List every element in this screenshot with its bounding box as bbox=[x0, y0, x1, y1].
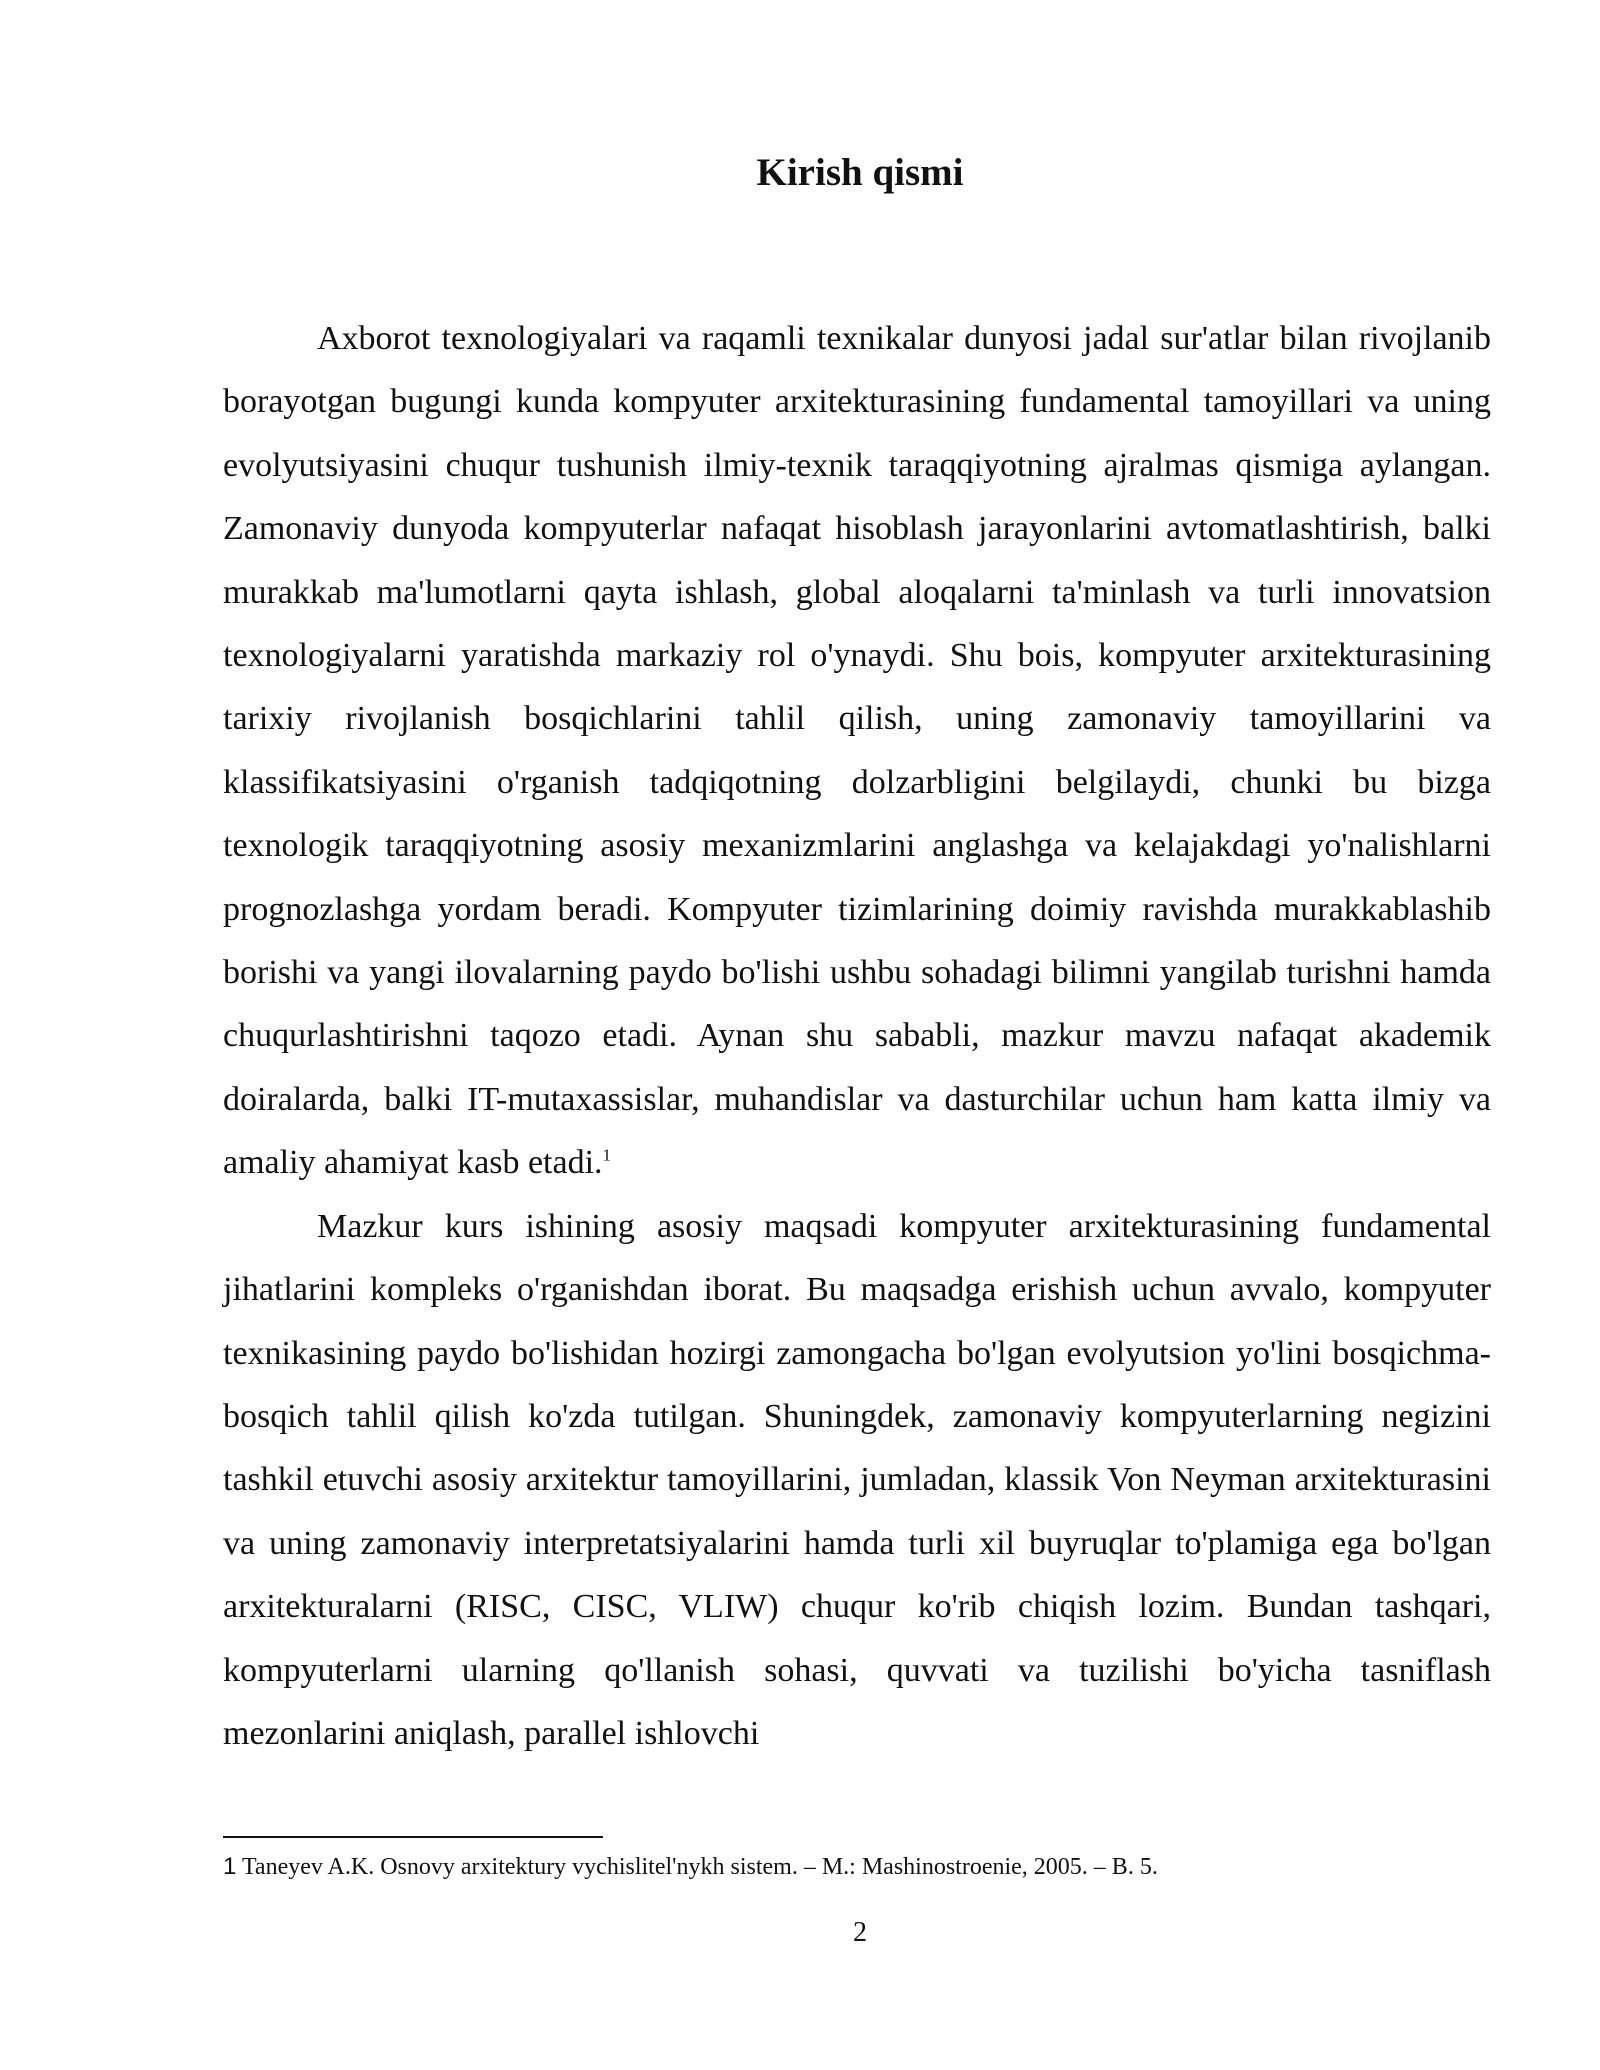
page-title: Kirish qismi bbox=[756, 151, 964, 194]
footnote-reference: 1 bbox=[602, 1145, 612, 1165]
body-text bbox=[223, 307, 1491, 1765]
footnote-separator bbox=[223, 1836, 603, 1838]
paragraph-1 bbox=[223, 307, 1491, 1195]
paragraph-1-text: Axborot texnologiyalari va raqamli texnikalar dunyosi jadal sur'atlar bilan rivojlanib borayotgan bugungi kunda kompyuter arxitekturasining fundamental tamoyillari va uning evolyutsiyasini chuqur tushunish ilmiy-texnik taraqqiyotning ajralmas qismiga aylangan. Zamonaviy dunyoda kompyuterlar nafaqat hisoblash jarayonlarini avtomatlashtirish, balki murakkab ma'lumotlarni qayta ishlash, global aloqalarni ta'minlash va turli innovatsion texnologiyalarni yaratishda markaziy rol o'ynaydi. Shu bois, kompyuter arxitekturasining tarixiy rivojlanish bosqichlarini tahlil qilish, uning zamonaviy tamoyillarini va klassifikatsiyasini o'rganish tadqiqotning dolzarbligini belgilaydi, chunki bu bizga texnologik taraqqiyotning asosiy mexanizmlarini anglashga va kelajakdagi yo'nalishlarni prognozlashga yordam beradi. Kompyuter tizimlarining doimiy ravishda murakkablashib borishi va yangi ilovalarning paydo bo'lishi ushbu sohadagi bilimni yangilab turishni hamda chuqurlashtirishni taqozo etadi. Aynan shu sababli, mazkur mavzu nafaqat akademik doiralarda, balki IT-mutaxassislar, muhandislar va dasturchilar uchun ham katta ilmiy va amaliy ahamiyat kasb etadi. bbox=[223, 320, 1491, 1182]
footnote-text: Taneyev A.K. Osnovy arxitektury vychislitel'nykh sistem. – M.: Mashinostroenie, 2005. – B. 5. bbox=[241, 1854, 1158, 1880]
footnote bbox=[223, 1852, 1491, 1882]
paragraph-2-text: Mazkur kurs ishining asosiy maqsadi kompyuter arxitekturasining fundamental jihatlarini kompleks o'rganishdan iborat. Bu maqsadga erishish uchun avvalo, kompyuter texnikasining paydo bo'lishidan hozirgi zamongacha bo'lgan evolyutsion yo'lini bosqichma-bosqich tahlil qilish ko'zda tutilgan. Shuningdek, zamonaviy kompyuterlarning negizini tashkil etuvchi asosiy arxitektur tamoyillarini, jumladan, klassik Von Neyman arxitekturasini va uning zamonaviy interpretatsiyalarini hamda turli xil buyruqlar to'plamiga ega bo'lgan arxitekturalarni (RISC, CISC, VLIW) chuqur ko'rib chiqish lozim. Bundan tashqari, kompyuterlarni ularning qo'llanish sohasi, quvvati va tuzilishi bo'yicha tasniflash mezonlarini aniqlash, parallel ishlovchi bbox=[223, 1207, 1491, 1752]
page-number: 2 bbox=[853, 1917, 867, 1948]
footnote-number: 1 bbox=[223, 1853, 237, 1880]
paragraph-2 bbox=[223, 1195, 1491, 1766]
